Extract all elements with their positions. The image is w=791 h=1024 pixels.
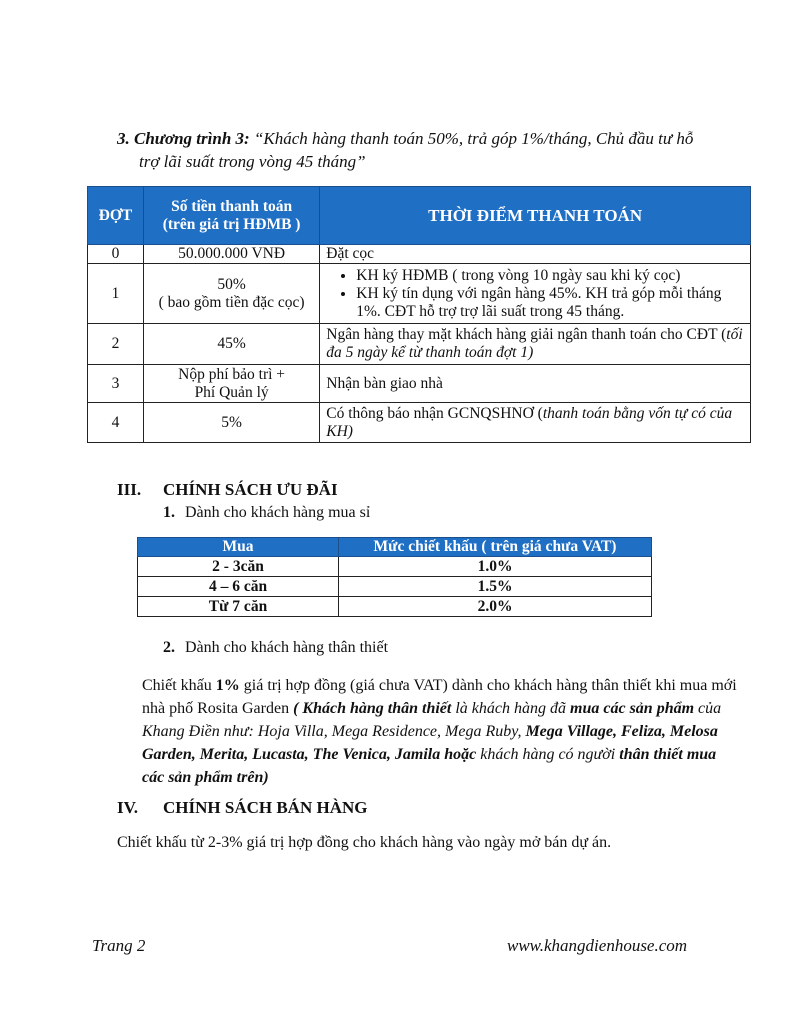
header-rate: Mức chiết khấu ( trên giá chưa VAT) (339, 538, 652, 557)
row-amount: 5% (143, 403, 319, 443)
para-italic: khách hàng có người (476, 746, 620, 763)
header-amount-line1: Số tiền thanh toán (171, 197, 293, 215)
section-4-roman: IV. (117, 798, 138, 817)
para-bold-italic: mua các sản phẩm (570, 700, 695, 717)
row-amount (143, 365, 319, 403)
row-dot: 2 (88, 324, 144, 365)
section-3-roman: III. (117, 480, 142, 499)
list-item: • KH ký HĐMB ( trong vòng 10 ngày sau khi ký cọc) (356, 267, 744, 285)
list-item: • KH ký tín dụng với ngân hàng 45%. KH trả góp mỗi tháng 1%. CĐT hỗ trợ trợ lãi suất trong 45 tháng. (356, 285, 744, 321)
section-4-text: Chiết khấu từ 2-3% giá trị hợp đồng cho khách hàng vào ngày mở bán dự án. (117, 834, 612, 851)
subsection-2-number: 2. (163, 639, 175, 656)
row-amount-line1: Nộp phí bảo trì + (178, 365, 286, 383)
row-time: Nhận bàn giao nhà (320, 365, 751, 403)
table-row (88, 365, 751, 403)
payment-schedule-table (87, 186, 751, 443)
table-row (88, 264, 751, 324)
row-dot: 1 (88, 264, 144, 324)
row-dot: 3 (88, 365, 144, 403)
row-mua: Từ 7 căn (138, 597, 339, 617)
para-text: giá trị hợp đồng (giá chưa VAT) dành cho khách hàng thân thiết khi mua mới nhà phố Rosita Garden (142, 677, 737, 717)
row-mua: 4 – 6 căn (138, 577, 339, 597)
table-row (138, 557, 652, 577)
row-time (320, 403, 751, 443)
row-amount: 50.000.000 VNĐ (143, 245, 319, 264)
program-lead: Chương trình 3: (134, 129, 250, 148)
table-row (138, 597, 652, 617)
row-time-text: Có thông báo nhận GCNQSHNƠ ( (326, 404, 543, 422)
row-time-text: Ngân hàng thay mặt khách hàng giải ngân thanh toán cho CĐT ( (326, 326, 727, 343)
row-rate: 1.5% (339, 577, 652, 597)
table-row (88, 403, 751, 443)
program-title-line1: “Khách hàng thanh toán 50%, trả góp 1%/tháng, Chủ đầu tư hỗ (249, 129, 694, 148)
footer-website: www.khangdienhouse.com (507, 936, 688, 955)
row-amount (143, 264, 319, 324)
row-time-italic: tối đa 5 ngày kể từ thanh toán đợt 1) (326, 326, 743, 361)
para-bold: 1% (215, 677, 240, 694)
subsection-2-title: Dành cho khách hàng thân thiết (185, 639, 389, 656)
program-title-line2: trợ lãi suất trong vòng 45 tháng” (139, 152, 366, 171)
para-italic: của Khang Điền như: Hoja Villa, Mega Residence, Mega Ruby, (142, 700, 722, 740)
row-amount: 45% (143, 324, 319, 365)
header-time: THỜI ĐIỂM THANH TOÁN (320, 187, 751, 245)
program-3-title (117, 127, 717, 173)
row-amount-line2: ( bao gồm tiền đặc cọc) (158, 293, 305, 311)
page-number: Trang 2 (92, 936, 146, 955)
para-bold-italic: thân thiết mua các sản phẩm trên) (142, 746, 717, 786)
row-rate: 1.0% (339, 557, 652, 577)
row-time-italic: thanh toán bằng vốn tự có của KH) (326, 404, 733, 440)
section-4-title: CHÍNH SÁCH BÁN HÀNG (163, 798, 368, 817)
row-dot: 0 (88, 245, 144, 264)
table-row (88, 324, 751, 365)
program-number: 3. (117, 129, 130, 148)
table-header-row (88, 187, 751, 245)
section-3-heading (117, 480, 338, 500)
row-time: Đặt cọc (320, 245, 751, 264)
header-amount-line2: (trên giá trị HĐMB ) (162, 215, 301, 233)
section-3-title: CHÍNH SÁCH ƯU ĐÃI (163, 480, 338, 499)
row-amount-line2: Phí Quản lý (194, 383, 269, 401)
header-mua: Mua (138, 538, 339, 557)
row-rate: 2.0% (339, 597, 652, 617)
subsection-1-number: 1. (163, 504, 175, 521)
subsection-2 (163, 639, 388, 657)
header-amount (143, 187, 319, 245)
section-4-heading (117, 798, 368, 818)
table-row (88, 245, 751, 264)
loyal-customer-paragraph (142, 674, 742, 789)
table-row (138, 577, 652, 597)
row-amount-line1: 50% (217, 275, 246, 293)
row-bullet-list (326, 267, 744, 321)
subsection-1 (163, 504, 370, 522)
para-italic: là khách hàng đã (451, 700, 571, 717)
row-mua: 2 - 3căn (138, 557, 339, 577)
row-dot: 4 (88, 403, 144, 443)
para-text: Chiết khấu (142, 677, 216, 694)
para-bold-italic: Mega Village, Feliza, Melosa Garden, Merita, Lucasta, The Venica, Jamila hoặc (142, 723, 718, 763)
subsection-1-title: Dành cho khách hàng mua sỉ (185, 504, 371, 521)
table-header-row (138, 538, 652, 557)
para-bold-italic: ( Khách hàng thân thiết (293, 700, 452, 717)
header-dot: ĐỢT (88, 187, 144, 245)
row-time (320, 264, 751, 324)
row-time (320, 324, 751, 365)
wholesale-discount-table (137, 537, 652, 617)
